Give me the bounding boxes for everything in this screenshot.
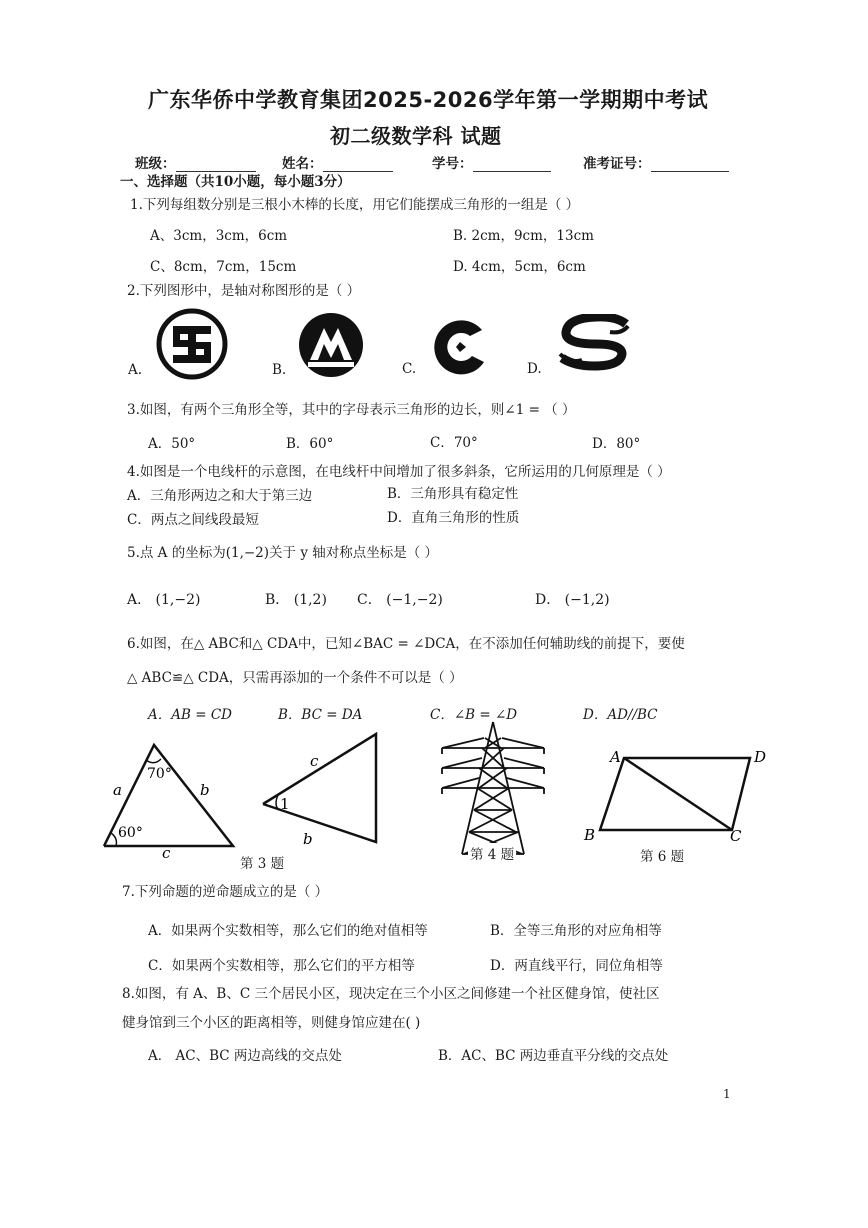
class-field	[135, 152, 256, 172]
fig3-triangle-2	[258, 730, 382, 848]
class-label: 班级：	[135, 156, 176, 172]
q3-stem: 3.如图，有两个三角形全等，其中的字母表示三角形的边长，则∠1 = （ ）	[127, 402, 576, 418]
student-no-label: 学号：	[432, 156, 473, 172]
q1-stem: 1.下列每组数分别是三根小木棒的长度，用它们能摆成三角形的一组是（ ）	[130, 197, 580, 213]
page-number: 1	[723, 1087, 731, 1101]
fig3-triangle-1	[98, 738, 240, 860]
q1-option-d[interactable]: D. 4cm，5cm，6cm	[453, 259, 586, 275]
q5-stem: 5.点 A 的坐标为(1,−2)关于 y 轴对称点坐标是（ ）	[127, 545, 439, 561]
q2-option-d[interactable]: D.	[527, 361, 542, 377]
q5-option-c[interactable]: C． (−1,−2)	[357, 592, 443, 608]
q8-stem-line2: 健身馆到三个小区的距离相等，则健身馆应建在( )	[122, 1015, 421, 1031]
tri2-angle-1: 1	[280, 795, 290, 813]
q4-stem: 4.如图是一个电线杆的示意图，在电线杆中间增加了很多斜条，它所运用的几何原理是（ ）	[127, 464, 671, 480]
q4-option-b[interactable]: B．三角形具有稳定性	[387, 486, 519, 502]
q7-stem: 7.下列命题的逆命题成立的是（ ）	[122, 884, 329, 900]
q2-option-b[interactable]: B.	[272, 362, 287, 378]
q6-option-b[interactable]: B．BC = DA	[278, 707, 363, 723]
q1-option-c[interactable]: C、8cm，7cm，15cm	[150, 259, 297, 275]
exam-no-field	[583, 152, 729, 172]
vertex-a: A	[610, 748, 621, 766]
fig4-caption: 第 4 题	[468, 843, 516, 863]
tri1-side-b: b	[200, 781, 210, 799]
q6-option-c[interactable]: C．∠B = ∠D	[430, 707, 518, 723]
q6-stem-line1: 6.如图，在△ ABC和△ CDA中，已知∠BAC = ∠DCA，在不添加任何辅助线的前提下，要使	[127, 636, 685, 652]
fig3-caption: 第 3 题	[240, 856, 285, 872]
q8-stem-line1: 8.如图，有 A、B、C 三个居民小区，现决定在三个小区之间修建一个社区健身馆，使社区	[122, 986, 660, 1002]
q4-option-d[interactable]: D．直角三角形的性质	[387, 510, 520, 526]
tri1-side-a: a	[113, 781, 122, 799]
tri1-side-c: c	[162, 844, 171, 860]
fig6-caption: 第 6 题	[640, 849, 685, 865]
logo-d-icon	[556, 314, 636, 372]
tri1-angle-left: 60°	[118, 825, 143, 841]
vertex-b: B	[584, 826, 596, 842]
exam-subtitle: 初二级数学科 试题	[330, 124, 502, 148]
exam-no-label: 准考证号：	[583, 156, 651, 172]
q3-option-a[interactable]: A．50°	[148, 436, 196, 452]
name-label: 姓名：	[282, 156, 323, 172]
section-heading: 一、选择题（共10小题，每小题3分）	[120, 174, 351, 190]
logo-c-icon	[430, 316, 492, 378]
q7-option-c[interactable]: C．如果两个实数相等，那么它们的平方相等	[148, 958, 415, 974]
logo-b-icon	[296, 310, 366, 380]
q8-option-b[interactable]: B．AC、BC 两边垂直平分线的交点处	[438, 1048, 669, 1064]
q6-stem-line2: △ ABC≌△ CDA，只需再添加的一个条件不可以是（ ）	[127, 670, 463, 686]
q1-option-b[interactable]: B. 2cm，9cm，13cm	[453, 228, 594, 244]
q8-option-a[interactable]: A． AC、BC 两边高线的交点处	[148, 1048, 342, 1064]
q2-option-a[interactable]: A.	[128, 362, 143, 378]
vertex-d: D	[754, 748, 767, 766]
student-no-field	[432, 152, 551, 172]
q5-option-d[interactable]: D． (−1,2)	[535, 592, 610, 608]
q7-option-d[interactable]: D．两直线平行，同位角相等	[490, 958, 663, 974]
q1-option-a[interactable]: A、3cm，3cm，6cm	[150, 228, 288, 244]
tri1-angle-top: 70°	[147, 766, 172, 782]
fig6-parallelogram	[580, 742, 770, 842]
q3-option-d[interactable]: D．80°	[592, 436, 641, 452]
logo-a-icon	[153, 308, 231, 380]
q3-option-c[interactable]: C．70°	[430, 435, 478, 451]
exam-no-blank[interactable]	[651, 157, 729, 172]
q4-option-c[interactable]: C．两点之间线段最短	[127, 512, 259, 528]
student-no-blank[interactable]	[473, 157, 551, 172]
q6-option-a[interactable]: A．AB = CD	[148, 707, 232, 723]
q2-stem: 2.下列图形中，是轴对称图形的是（ ）	[127, 283, 361, 299]
q5-option-b[interactable]: B． (1,2)	[265, 592, 327, 608]
tri2-side-b: b	[303, 830, 313, 848]
q3-option-b[interactable]: B．60°	[286, 436, 334, 452]
q7-option-a[interactable]: A．如果两个实数相等，那么它们的绝对值相等	[148, 923, 428, 939]
exam-title: 广东华侨中学教育集团2025-2026学年第一学期期中考试	[148, 88, 709, 112]
q5-option-a[interactable]: A． (1,−2)	[127, 592, 201, 608]
q4-option-a[interactable]: A．三角形两边之和大于第三边	[127, 488, 313, 504]
fig4-pylon	[432, 718, 554, 858]
name-field	[282, 152, 393, 172]
q7-option-b[interactable]: B．全等三角形的对应角相等	[490, 923, 662, 939]
q2-option-c[interactable]: C.	[402, 361, 417, 377]
vertex-c: C	[730, 827, 742, 842]
q6-option-d[interactable]: D．AD//BC	[583, 707, 658, 723]
tri2-side-c: c	[310, 752, 319, 770]
